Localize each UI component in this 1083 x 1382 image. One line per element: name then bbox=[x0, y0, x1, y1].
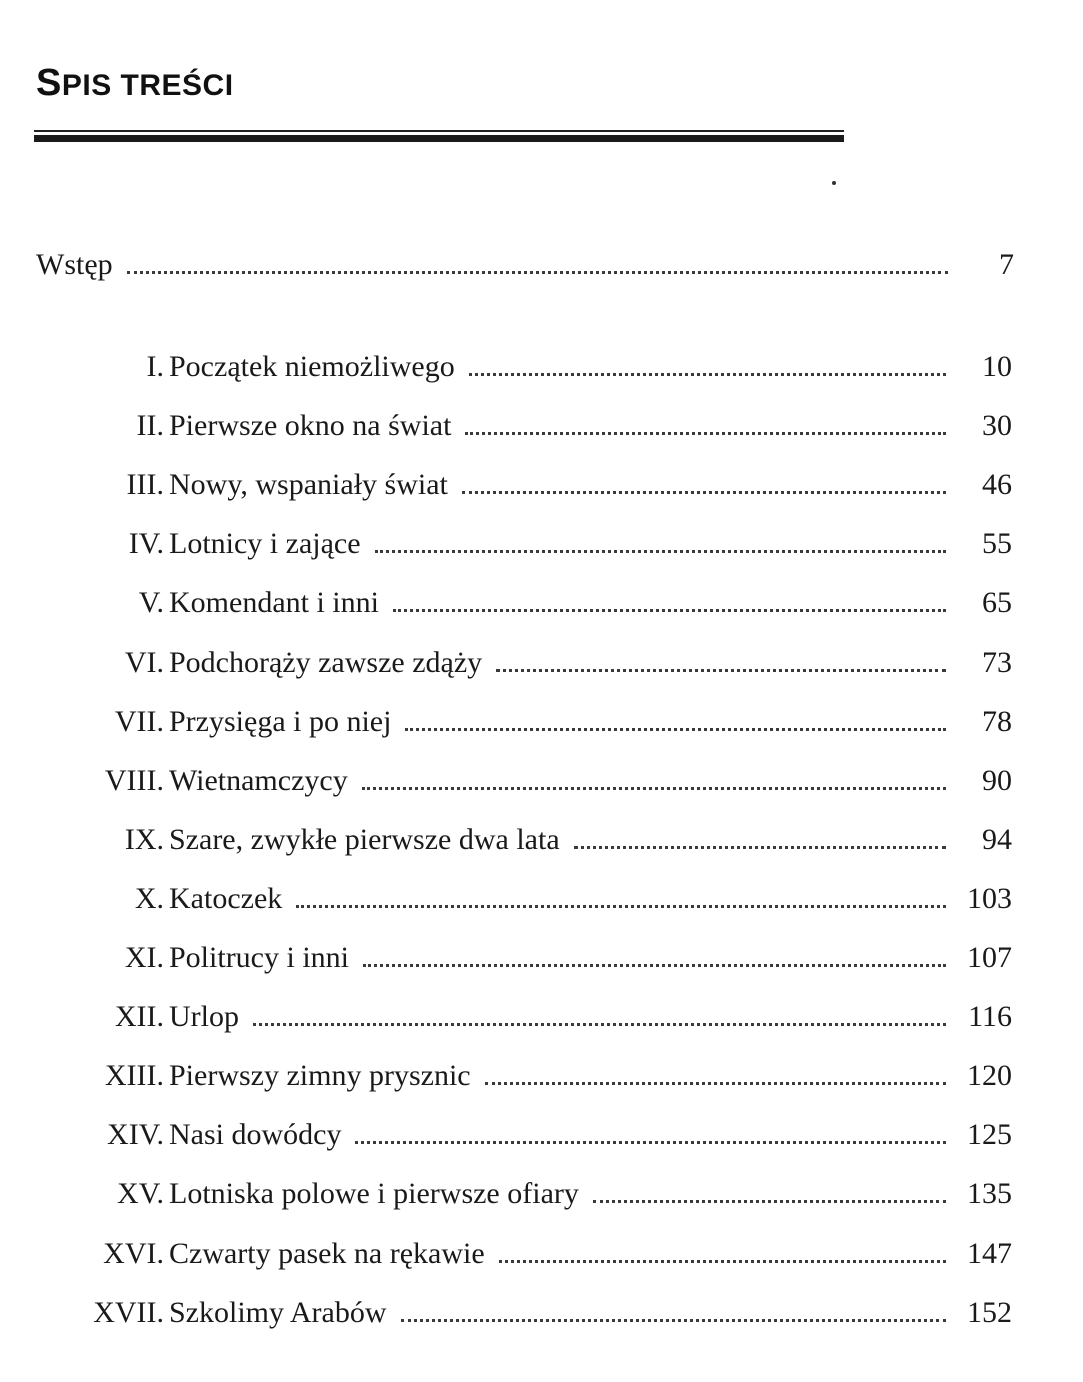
title-rule-thick bbox=[34, 135, 844, 142]
chapter-title: Katoczek bbox=[169, 882, 283, 915]
chapter-numeral: I. bbox=[146, 350, 164, 383]
chapter-numeral: XVII. bbox=[93, 1296, 164, 1329]
chapter-title: Szare, zwykłe pierwsze dwa lata bbox=[169, 823, 560, 856]
dot-leader bbox=[362, 787, 946, 790]
chapter-title: Przysięga i po niej bbox=[169, 705, 392, 738]
toc-entry[interactable] bbox=[0, 526, 1012, 562]
dot-leader bbox=[127, 271, 948, 274]
page-title bbox=[36, 62, 234, 105]
dot-leader bbox=[355, 1141, 946, 1144]
toc-page-number: 90 bbox=[982, 764, 1012, 797]
toc-page-number: 46 bbox=[982, 468, 1012, 501]
chapter-numeral: IV. bbox=[128, 527, 164, 560]
toc-entry-title: Wstęp bbox=[36, 248, 113, 281]
chapter-title: Komendant i inni bbox=[169, 586, 379, 619]
dot-leader bbox=[296, 905, 946, 908]
chapter-numeral: XII. bbox=[114, 1000, 164, 1033]
chapter-title: Wietnamczycy bbox=[169, 764, 348, 797]
toc-entry[interactable] bbox=[0, 1295, 1012, 1331]
chapter-numeral: VI. bbox=[124, 646, 164, 679]
toc-entry[interactable] bbox=[0, 585, 1012, 621]
title-rule bbox=[34, 130, 844, 142]
dot-leader bbox=[363, 964, 946, 967]
toc-entry-intro[interactable] bbox=[36, 247, 1014, 283]
chapter-numeral: V. bbox=[138, 586, 164, 619]
toc-entry[interactable] bbox=[0, 1058, 1012, 1094]
chapter-numeral: XIII. bbox=[104, 1059, 164, 1092]
toc-entry[interactable] bbox=[0, 704, 1012, 740]
chapter-numeral: VIII. bbox=[104, 764, 164, 797]
toc-entry[interactable] bbox=[0, 999, 1012, 1035]
toc-page-number: 10 bbox=[982, 350, 1012, 383]
toc-entry[interactable] bbox=[0, 645, 1012, 681]
toc-page-number: 65 bbox=[982, 586, 1012, 619]
chapter-title: Szkolimy Arabów bbox=[169, 1296, 387, 1329]
chapter-title: Pierwsze okno na świat bbox=[169, 409, 452, 442]
dot-leader bbox=[499, 1260, 946, 1263]
chapter-numeral: II. bbox=[136, 409, 164, 442]
toc-entry[interactable] bbox=[0, 467, 1012, 503]
dot-leader bbox=[393, 609, 946, 612]
toc-entry[interactable] bbox=[0, 1236, 1012, 1272]
toc-page-number: 7 bbox=[999, 248, 1014, 281]
chapter-title: Lotniska polowe i pierwsze ofiary bbox=[169, 1177, 579, 1210]
chapter-numeral: XIV. bbox=[107, 1118, 164, 1151]
dot-leader bbox=[469, 373, 946, 376]
dot-leader bbox=[253, 1023, 946, 1026]
chapter-title: Początek niemożliwego bbox=[169, 350, 455, 383]
toc-entry[interactable] bbox=[0, 408, 1012, 444]
chapter-numeral: VII. bbox=[114, 705, 164, 738]
print-speck bbox=[832, 181, 836, 185]
toc-entry[interactable] bbox=[0, 822, 1012, 858]
chapter-title: Czwarty pasek na rękawie bbox=[169, 1237, 485, 1270]
chapter-title: Podchorąży zawsze zdąży bbox=[169, 646, 483, 679]
dot-leader bbox=[375, 550, 946, 553]
toc-entry[interactable] bbox=[0, 763, 1012, 799]
chapter-numeral: III. bbox=[126, 468, 164, 501]
toc-page-number: 152 bbox=[967, 1296, 1012, 1329]
toc-page-number: 107 bbox=[967, 941, 1012, 974]
dot-leader bbox=[465, 432, 946, 435]
toc-page-number: 135 bbox=[967, 1177, 1012, 1210]
toc-page-number: 125 bbox=[967, 1118, 1012, 1151]
chapter-title: Nasi dowódcy bbox=[169, 1118, 342, 1151]
toc-page-number: 73 bbox=[982, 646, 1012, 679]
chapter-title: Politrucy i inni bbox=[169, 941, 349, 974]
dot-leader bbox=[593, 1200, 946, 1203]
chapter-title: Pierwszy zimny prysznic bbox=[169, 1059, 471, 1092]
dot-leader bbox=[405, 728, 946, 731]
dot-leader bbox=[574, 846, 946, 849]
dot-leader bbox=[401, 1319, 947, 1322]
dot-leader bbox=[485, 1082, 946, 1085]
toc-page-number: 94 bbox=[982, 823, 1012, 856]
toc-entry[interactable] bbox=[0, 881, 1012, 917]
toc-entry[interactable] bbox=[0, 349, 1012, 385]
toc-page-number: 55 bbox=[982, 527, 1012, 560]
toc-page-number: 30 bbox=[982, 409, 1012, 442]
page-title-rest: PIS TREŚCI bbox=[61, 69, 234, 102]
chapter-numeral: XVI. bbox=[103, 1237, 164, 1270]
toc-page-number: 120 bbox=[967, 1059, 1012, 1092]
chapter-numeral: XV. bbox=[117, 1177, 164, 1210]
chapter-title: Nowy, wspaniały świat bbox=[169, 468, 448, 501]
toc-entry[interactable] bbox=[0, 1176, 1012, 1212]
page-title-initial: S bbox=[36, 62, 62, 104]
chapter-numeral: XI. bbox=[124, 941, 164, 974]
toc-page-number: 116 bbox=[968, 1000, 1012, 1033]
chapter-title: Urlop bbox=[169, 1000, 239, 1033]
toc-page-number: 147 bbox=[967, 1237, 1012, 1270]
toc-entry[interactable] bbox=[0, 940, 1012, 976]
toc-page-number: 78 bbox=[982, 705, 1012, 738]
chapter-title: Lotnicy i zające bbox=[169, 527, 361, 560]
chapter-numeral: IX. bbox=[124, 823, 164, 856]
toc-page-number: 103 bbox=[967, 882, 1012, 915]
chapter-numeral: X. bbox=[134, 882, 164, 915]
dot-leader bbox=[496, 669, 946, 672]
dot-leader bbox=[462, 491, 946, 494]
toc-entry[interactable] bbox=[0, 1117, 1012, 1153]
